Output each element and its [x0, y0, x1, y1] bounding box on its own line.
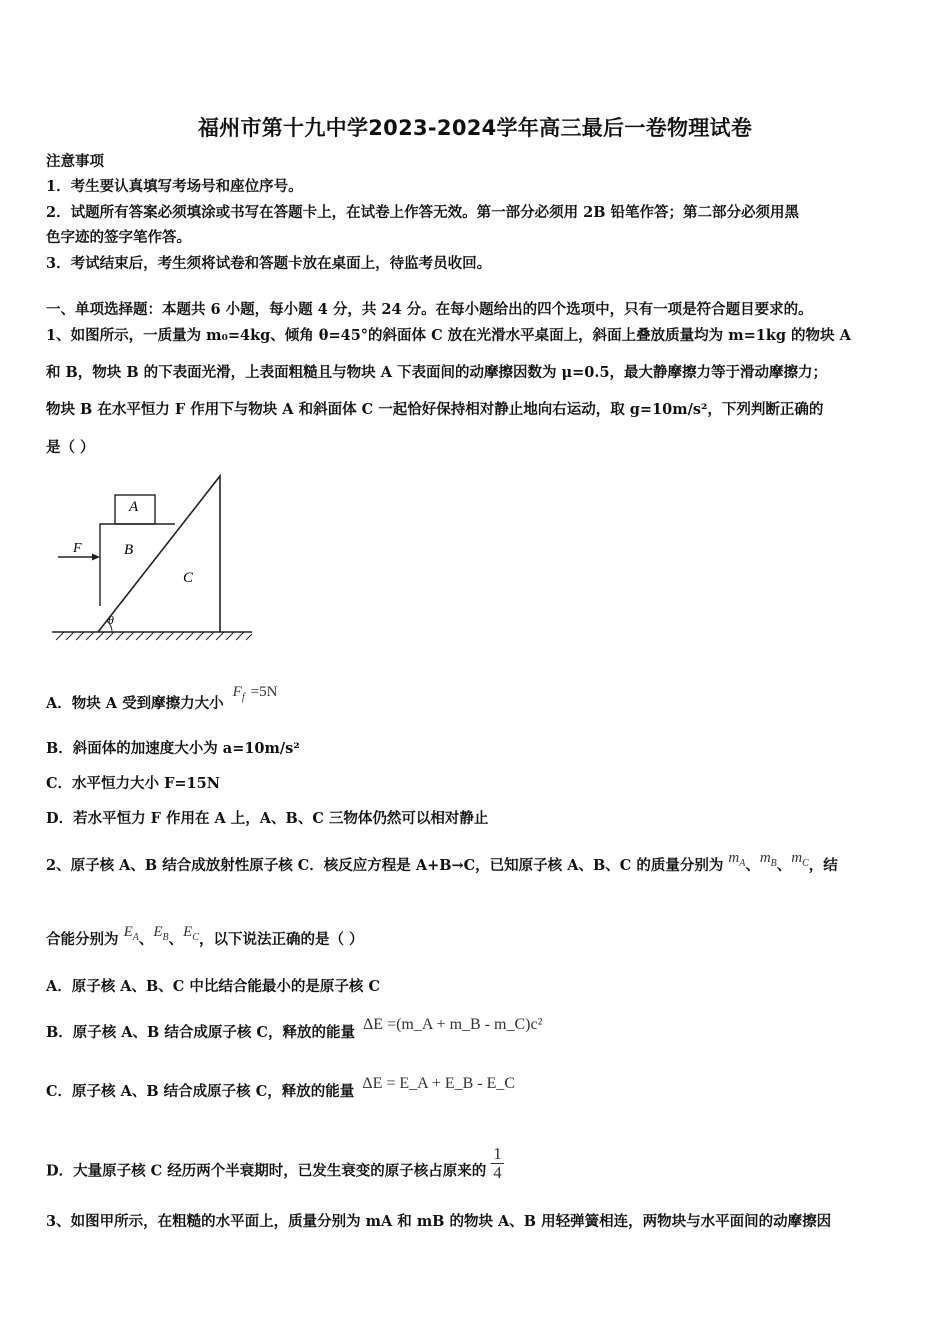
- notice-item-1: 1．考生要认真填写考场号和座位序号。: [46, 178, 303, 195]
- notice-item-3: 3．考试结束后，考生须将试卷和答题卡放在桌面上，待监考员收回。: [46, 255, 492, 272]
- label-a: A: [129, 499, 139, 515]
- q1-stem-line4: 是（ ）: [46, 439, 95, 456]
- notice-item-2: 2．试题所有答案必须填涂或书写在答题卡上，在试卷上作答无效。第一部分必须用 2B 铅笔作答；第二部分必须用黑: [46, 204, 800, 221]
- label-c: C: [183, 570, 194, 586]
- q2-option-d: D．大量原子核 C 经历两个半衰期时，已发生衰变的原子核占原来的 $\frac{1}{4}$: [46, 1144, 502, 1182]
- notice-heading: 注意事项: [46, 153, 104, 170]
- q1-stem-line1: 1、如图所示，一质量为 m₀=4kg、倾角 θ=45°的斜面体 C 放在光滑水平桌面上，斜面上叠放质量均为 m=1kg 的物块 A: [46, 327, 851, 344]
- q2-option-c-formula: ΔE = E_A + E_B - E_C: [362, 1075, 516, 1092]
- q2-option-c: C．原子核 A、B 结合成原子核 C，释放的能量 ΔE = E_A + E_B - E_C: [46, 1075, 516, 1100]
- q2-stem-line1: 2、原子核 A、B 结合成放射性原子核 C．核反应方程是 A+B→C，已知原子核 A、B、C 的质量分别为 $m_A$、$m_B$、$m_C$，结: [46, 850, 838, 874]
- page-title: 福州市第十九中学2023-2024学年高三最后一卷物理试卷: [197, 116, 753, 140]
- notice-item-2-cont: 色字迹的签字笔作答。: [46, 229, 191, 246]
- q3-stem-line1: 3、如图甲所示，在粗糙的水平面上，质量分别为 mA 和 mB 的物块 A、B 用轻弹簧相连，两物块与水平面间的动摩擦因: [46, 1213, 832, 1230]
- label-theta: θ: [108, 613, 114, 627]
- block-b: [100, 524, 175, 606]
- q2-option-b: B．原子核 A、B 结合成原子核 C，释放的能量 ΔE =(m_A + m_B - m_C)c²: [46, 1016, 543, 1041]
- label-f: F: [73, 541, 82, 556]
- q2-stem-line2: 合能分别为 $E_A$、$E_B$、$E_C$，以下说法正确的是（ ）: [46, 924, 364, 948]
- q1-option-b: B．斜面体的加速度大小为 a=10m/s²: [46, 740, 300, 757]
- q1-option-c: C．水平恒力大小 F=15N: [46, 775, 220, 792]
- section-heading: 一、单项选择题：本题共 6 小题，每小题 4 分，共 24 分。在每小题给出的四个选项中，只有一项是符合题目要求的。: [46, 301, 813, 318]
- q2-option-a: A．原子核 A、B、C 中比结合能最小的是原子核 C: [46, 978, 380, 995]
- label-b: B: [124, 542, 134, 558]
- q2-option-b-formula: ΔE =(m_A + m_B - m_C)c²: [363, 1016, 543, 1033]
- q1-option-a: A．物块 A 受到摩擦力大小 $F_f =5N$: [46, 684, 278, 712]
- q1-figure: [48, 470, 258, 642]
- q1-option-d: D．若水平恒力 F 作用在 A 上，A、B、C 三物体仍然可以相对静止: [46, 810, 489, 827]
- ground-hatch: [56, 632, 252, 640]
- wedge-c: [98, 476, 220, 632]
- q1-stem-line3: 物块 B 在水平恒力 F 作用下与物块 A 和斜面体 C 一起恰好保持相对静止地向右运动，取 g=10m/s²，下列判断正确的: [46, 401, 824, 418]
- arrow-head: [92, 554, 100, 561]
- fraction-one-quarter: $\frac{1}{4}$: [493, 1144, 502, 1182]
- q1-stem-line2: 和 B，物块 B 的下表面光滑，上表面粗糙且与物块 A 下表面间的动摩擦因数为 μ=0.5，最大静摩擦力等于滑动摩擦力；: [46, 364, 828, 381]
